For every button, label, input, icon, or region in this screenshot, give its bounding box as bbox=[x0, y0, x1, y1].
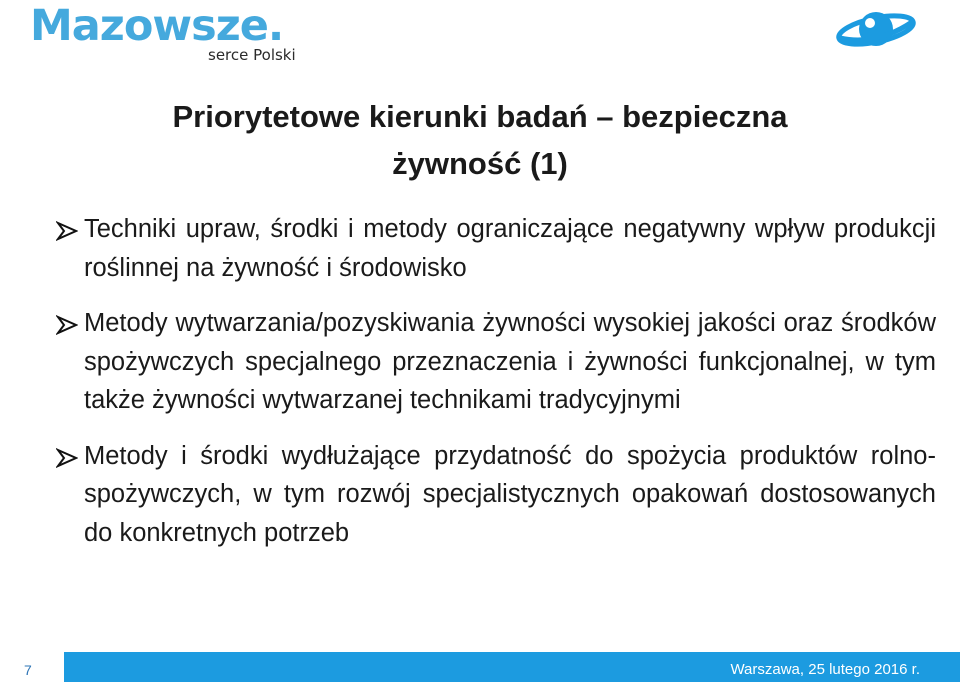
slide-title bbox=[60, 93, 900, 187]
footer-location-date: Warszawa, 25 lutego 2016 r. bbox=[730, 661, 920, 678]
page-number-tab bbox=[0, 652, 64, 682]
page-number: 7 bbox=[24, 662, 32, 678]
planet-ring-icon bbox=[832, 4, 916, 54]
bullet-text: Techniki upraw, środki i metody ograniczające negatywny wpływ produkcji roślinnej na żywność i środowisko bbox=[84, 215, 936, 282]
bullet-text: Metody wytwarzania/pozyskiwania żywności wysokiej jakości oraz środków spożywczych specjalnego przeznaczenia i żywności funkcjonalnej, w tym także żywności wytwarzanej technikami tradycyjnymi bbox=[84, 309, 936, 414]
mazowsze-logo bbox=[30, 1, 320, 66]
bullet-item-3 bbox=[54, 437, 936, 553]
bullet-item-1 bbox=[54, 210, 936, 287]
logo-wordmark: Mazowsze. bbox=[30, 1, 284, 51]
bullet-text: Metody i środki wydłużające przydatność do spożycia produktów rolno-spożywczych, w tym rozwój specjalistycznych opakowań dostosowanych do konkretnych potrzeb bbox=[84, 441, 936, 547]
bullet-item-2 bbox=[54, 304, 936, 420]
arrow-bullet-icon bbox=[56, 221, 78, 241]
arrow-bullet-icon bbox=[56, 448, 78, 468]
arrow-bullet-icon bbox=[56, 315, 78, 335]
slide-title-line-1: Priorytetowe kierunki badań – bezpieczna bbox=[172, 99, 788, 134]
bullet-list bbox=[54, 210, 936, 569]
logo-tagline: serce Polski bbox=[208, 46, 296, 64]
slide-title-line-2: żywność (1) bbox=[392, 146, 568, 181]
